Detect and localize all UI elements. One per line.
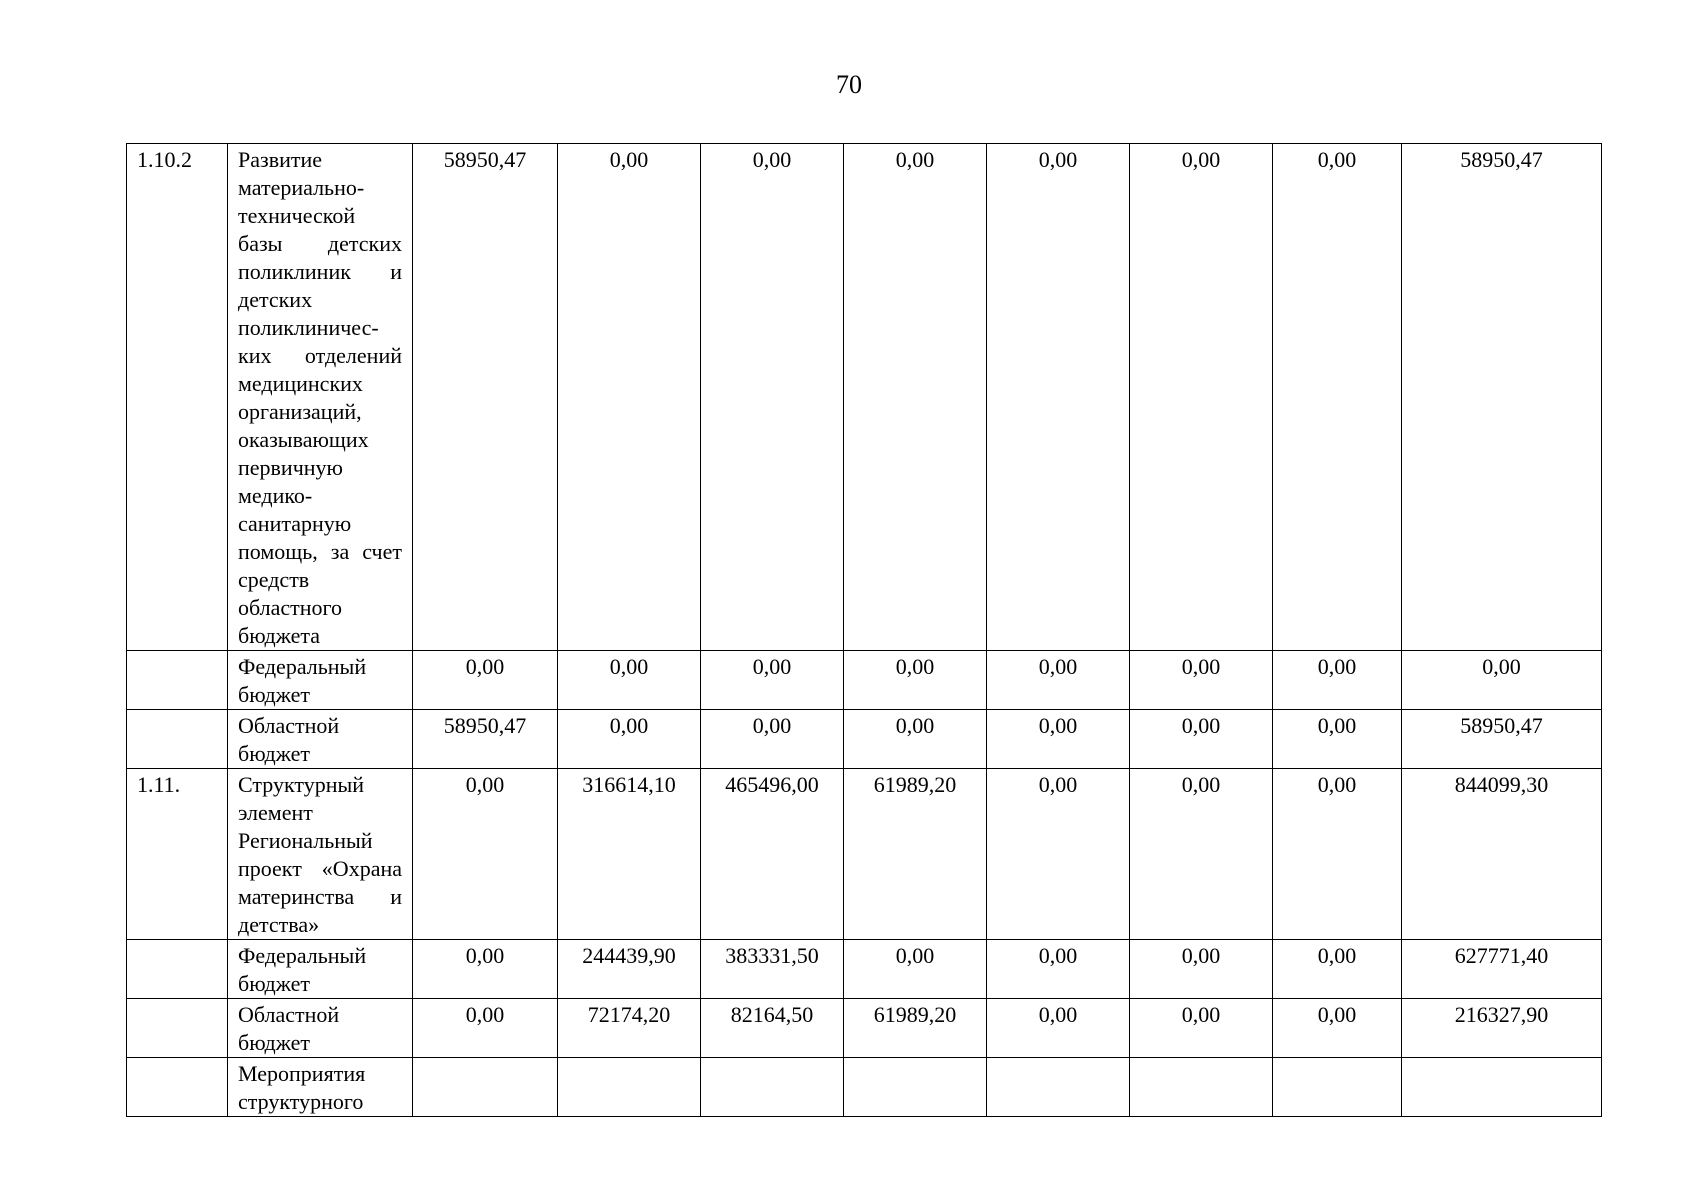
row-code: 1.11. — [127, 769, 228, 940]
value-cell — [1402, 1058, 1602, 1117]
value-cell: 0,00 — [987, 940, 1130, 999]
value-cell: 0,00 — [987, 651, 1130, 710]
budget-table — [126, 143, 1602, 1117]
value-cell: 0,00 — [1130, 144, 1273, 651]
value-cell: 465496,00 — [701, 769, 844, 940]
value-cell: 0,00 — [413, 651, 558, 710]
row-description: Мероприятия структурного — [228, 1058, 413, 1117]
value-cell — [1273, 1058, 1402, 1117]
value-cell: 0,00 — [844, 651, 987, 710]
value-cell: 383331,50 — [701, 940, 844, 999]
value-cell: 0,00 — [558, 651, 701, 710]
value-cell — [1130, 1058, 1273, 1117]
row-code — [127, 1058, 228, 1117]
value-cell: 0,00 — [1402, 651, 1602, 710]
value-cell: 0,00 — [1130, 710, 1273, 769]
value-cell — [701, 1058, 844, 1117]
value-cell: 72174,20 — [558, 999, 701, 1058]
table-body — [127, 144, 1602, 1117]
value-cell: 0,00 — [987, 144, 1130, 651]
value-cell: 0,00 — [1130, 651, 1273, 710]
row-code — [127, 651, 228, 710]
value-cell: 0,00 — [1130, 940, 1273, 999]
value-cell: 316614,10 — [558, 769, 701, 940]
value-cell: 244439,90 — [558, 940, 701, 999]
value-cell: 0,00 — [701, 710, 844, 769]
row-code: 1.10.2 — [127, 144, 228, 651]
value-cell — [558, 1058, 701, 1117]
value-cell: 0,00 — [987, 710, 1130, 769]
value-cell: 0,00 — [1273, 710, 1402, 769]
value-cell: 0,00 — [1273, 999, 1402, 1058]
value-cell: 58950,47 — [1402, 710, 1602, 769]
row-code — [127, 940, 228, 999]
value-cell: 627771,40 — [1402, 940, 1602, 999]
value-cell: 0,00 — [1273, 144, 1402, 651]
row-description: Развитие материально-технической базы детских поликлиник и детских поликлиничес-ких отделений медицинских организаций, оказывающих первичную медико-санитарную помощь, за счет средств областного бюджета — [228, 144, 413, 651]
table-row — [127, 144, 1602, 651]
table-row — [127, 710, 1602, 769]
table-row — [127, 769, 1602, 940]
value-cell: 0,00 — [1273, 769, 1402, 940]
value-cell: 0,00 — [413, 769, 558, 940]
value-cell: 61989,20 — [844, 769, 987, 940]
value-cell — [987, 1058, 1130, 1117]
value-cell: 58950,47 — [413, 710, 558, 769]
row-code — [127, 710, 228, 769]
table-row — [127, 999, 1602, 1058]
table-row — [127, 1058, 1602, 1117]
value-cell: 0,00 — [987, 999, 1130, 1058]
value-cell: 0,00 — [413, 999, 558, 1058]
value-cell: 0,00 — [701, 651, 844, 710]
row-description: Структурный элемент Региональный проект «Охрана материнства и детства» — [228, 769, 413, 940]
value-cell: 61989,20 — [844, 999, 987, 1058]
row-description: Федеральный бюджет — [228, 651, 413, 710]
value-cell: 0,00 — [701, 144, 844, 651]
value-cell: 0,00 — [558, 710, 701, 769]
value-cell: 0,00 — [844, 940, 987, 999]
value-cell — [413, 1058, 558, 1117]
value-cell: 58950,47 — [1402, 144, 1602, 651]
page-number: 70 — [836, 70, 862, 99]
row-description: Областной бюджет — [228, 710, 413, 769]
value-cell: 0,00 — [1130, 769, 1273, 940]
value-cell: 0,00 — [413, 940, 558, 999]
value-cell: 0,00 — [987, 769, 1130, 940]
value-cell — [844, 1058, 987, 1117]
value-cell: 82164,50 — [701, 999, 844, 1058]
value-cell: 0,00 — [1273, 651, 1402, 710]
value-cell: 0,00 — [844, 144, 987, 651]
table-row — [127, 940, 1602, 999]
row-code — [127, 999, 228, 1058]
table-row — [127, 651, 1602, 710]
row-description: Федеральный бюджет — [228, 940, 413, 999]
row-description: Областной бюджет — [228, 999, 413, 1058]
value-cell: 0,00 — [558, 144, 701, 651]
value-cell: 216327,90 — [1402, 999, 1602, 1058]
value-cell: 0,00 — [1273, 940, 1402, 999]
value-cell: 0,00 — [844, 710, 987, 769]
value-cell: 844099,30 — [1402, 769, 1602, 940]
value-cell: 58950,47 — [413, 144, 558, 651]
value-cell: 0,00 — [1130, 999, 1273, 1058]
